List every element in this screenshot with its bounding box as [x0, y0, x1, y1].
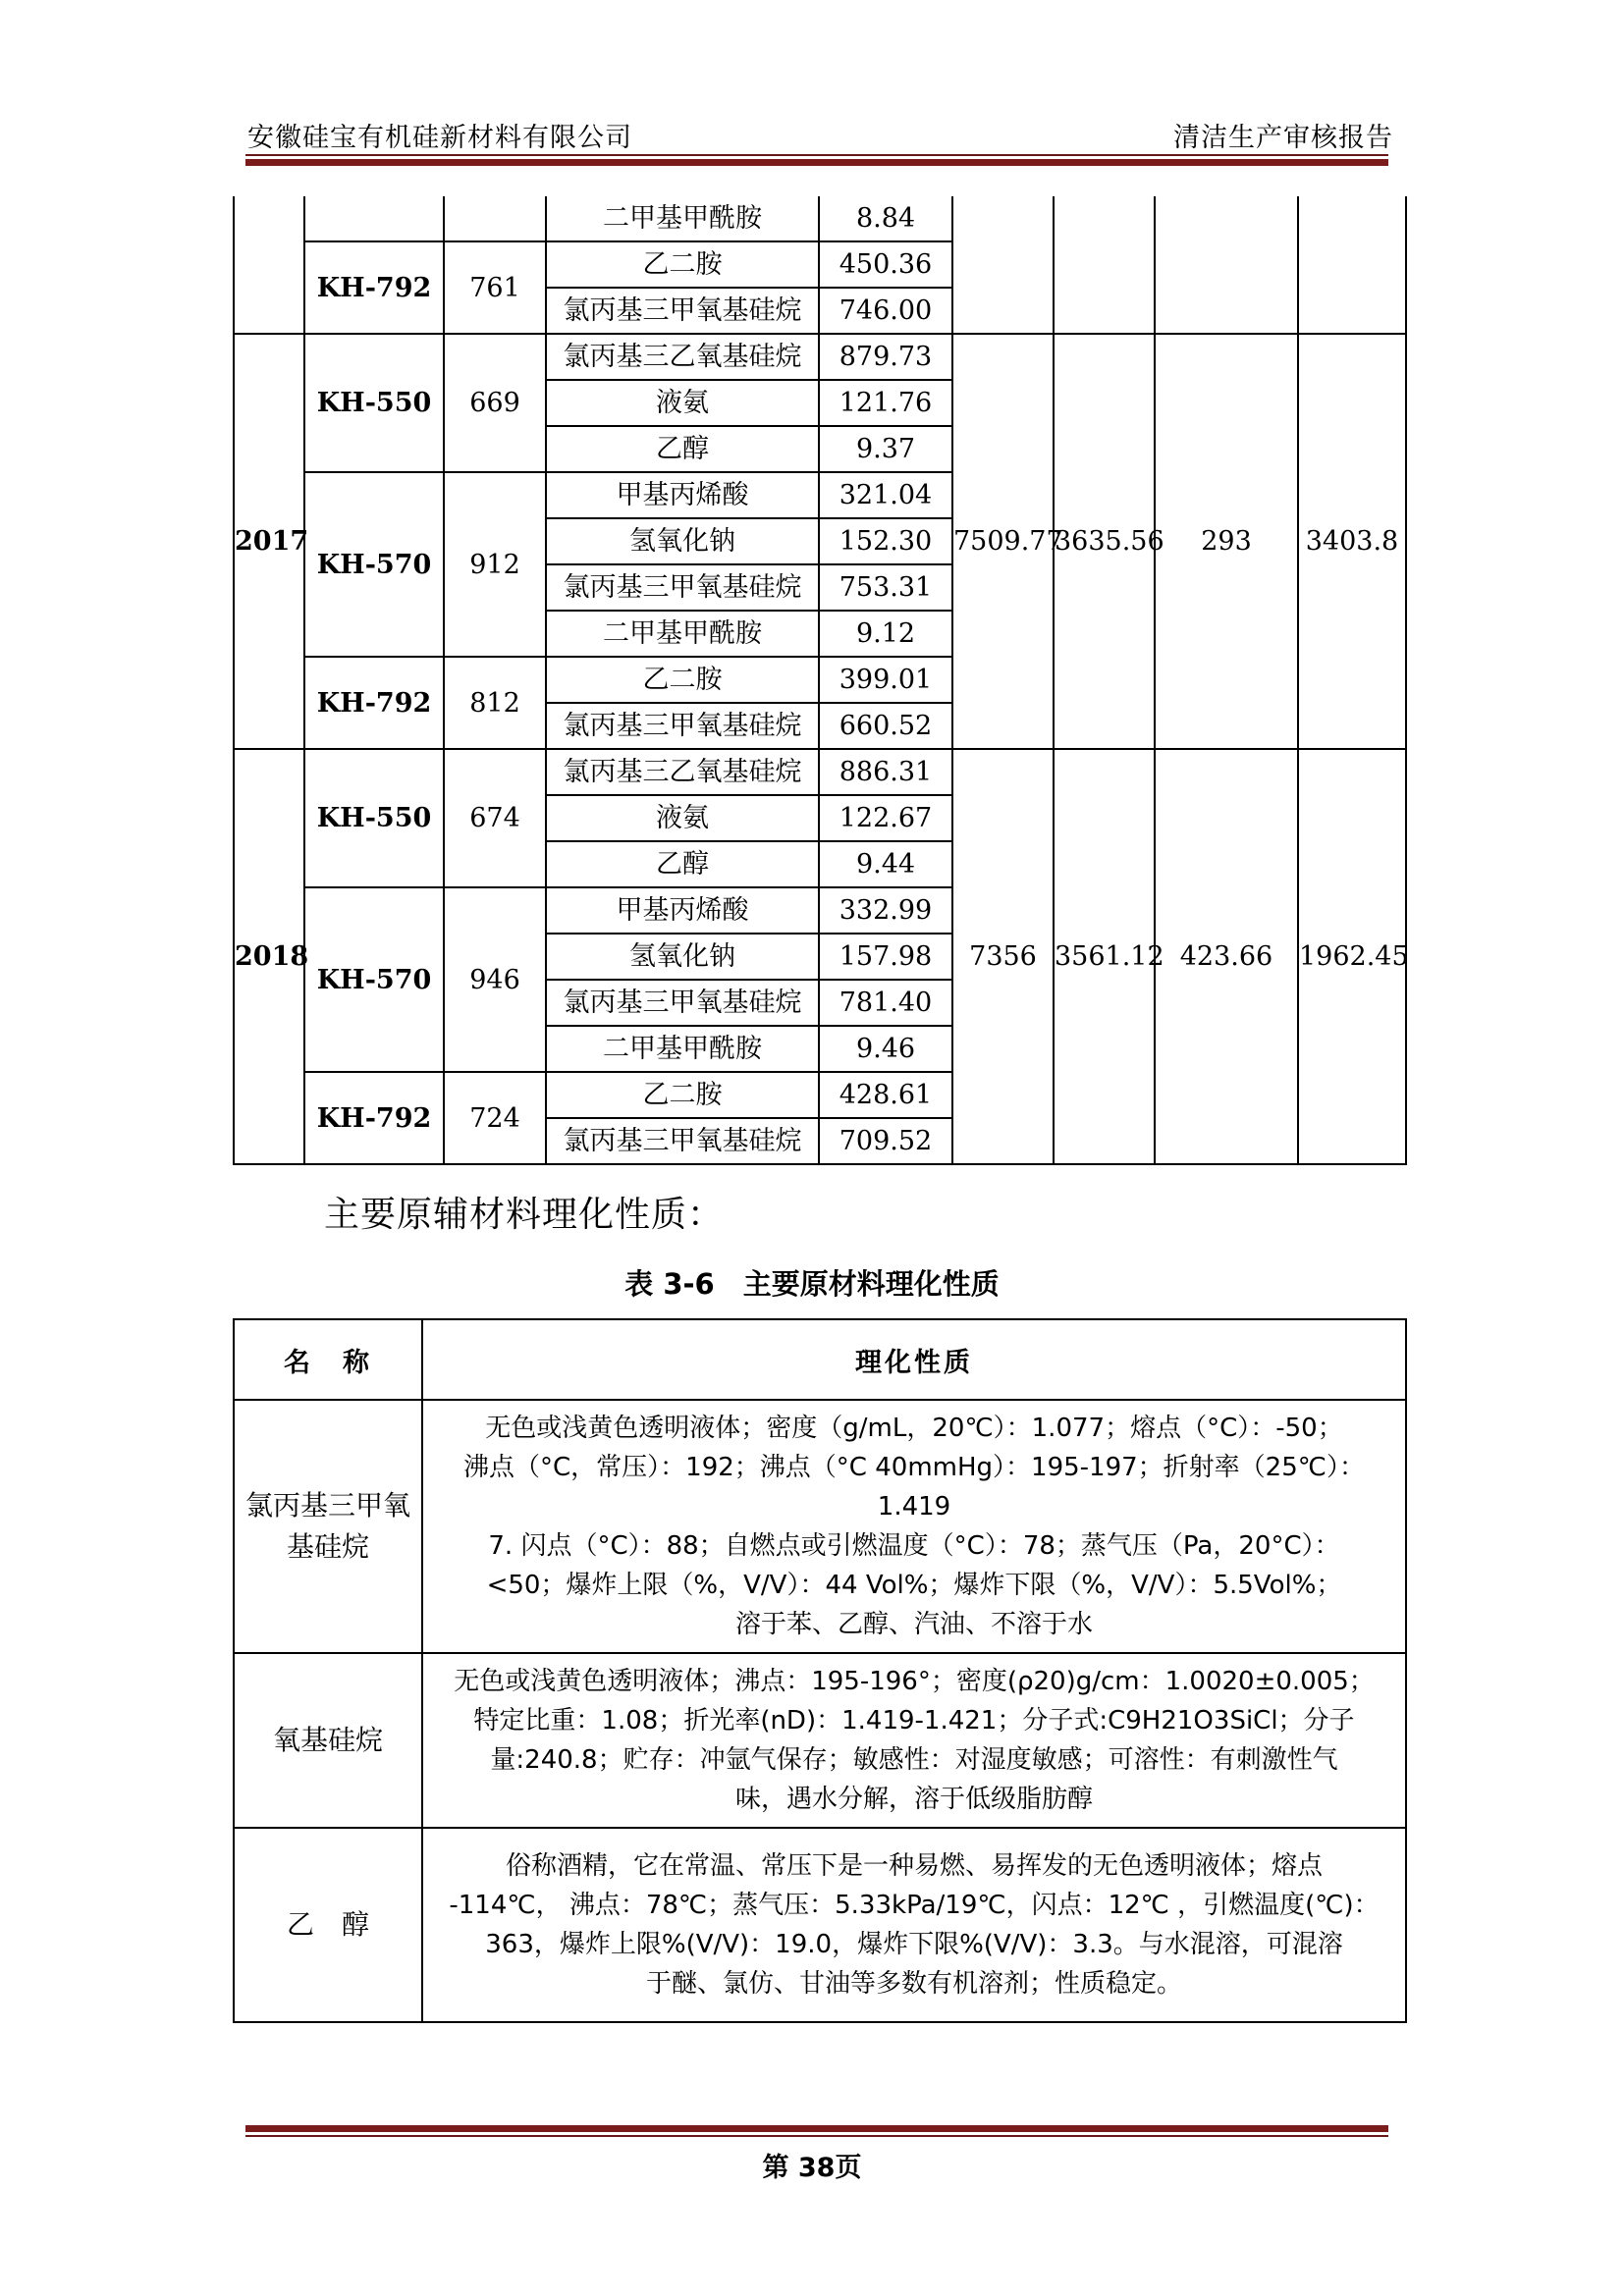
amount-cell: 9.44	[819, 841, 952, 887]
product-cell: KH-550	[304, 749, 444, 887]
material-cell: 氢氧化钠	[546, 518, 819, 564]
header-rule-thin	[245, 154, 1388, 156]
material-cell: 氯丙基三甲氧基硅烷	[546, 1118, 819, 1164]
output-cell: 669	[444, 334, 546, 472]
material-properties: 无色或浅黄色透明液体；密度（g/mL，20℃）：1.077；熔点（°C）：-50； 沸点（°C，常压）：192；沸点（°C 40mmHg）：195-197；折射率（25℃）： 1.419 7. 闪点（°C）：88；自燃点或引燃温度（°C）：78；蒸气压（Pa，20°C）： <50；爆炸上限（%，V/V）：44 Vol%；爆炸下限（%，V/V）：5.5Vol%； 溶于苯、乙醇、汽油、不溶于水	[422, 1400, 1406, 1653]
material-name: 乙 醇	[234, 1828, 422, 2022]
amount-cell: 399.01	[819, 657, 952, 703]
material-cell: 甲基丙烯酸	[546, 887, 819, 934]
year-cell: 2018	[234, 749, 304, 1164]
value-cell: 293	[1155, 334, 1298, 749]
material-cell: 二甲基甲酰胺	[546, 611, 819, 657]
amount-cell: 428.61	[819, 1072, 952, 1118]
amount-cell: 321.04	[819, 472, 952, 518]
value-cell	[1298, 196, 1406, 334]
material-cell: 二甲基甲酰胺	[546, 196, 819, 241]
amount-cell: 9.12	[819, 611, 952, 657]
product-cell	[304, 196, 444, 241]
amount-cell: 9.46	[819, 1026, 952, 1072]
material-properties: 俗称酒精，它在常温、常压下是一种易燃、易挥发的无色透明液体；熔点 -114℃， 沸点：78℃；蒸气压：5.33kPa/19℃，闪点：12℃ ，引燃温度(℃)： 363，爆炸上限%(V/V)：19.0，爆炸下限%(V/V)：3.3。与水混溶，可混溶 于醚、氯仿、甘油等多数有机溶剂；性质稳定。	[422, 1828, 1406, 2022]
amount-cell: 753.31	[819, 564, 952, 611]
amount-cell: 886.31	[819, 749, 952, 795]
output-cell: 674	[444, 749, 546, 887]
materials-consumption-table	[233, 196, 1407, 1165]
amount-cell: 660.52	[819, 703, 952, 749]
header-report-title: 清洁生产审核报告	[1173, 123, 1393, 153]
output-cell: 946	[444, 887, 546, 1072]
material-cell: 乙醇	[546, 841, 819, 887]
material-cell: 液氨	[546, 795, 819, 841]
table-row	[234, 334, 1406, 380]
value-cell: 3561.12	[1054, 749, 1155, 1164]
table-caption: 表 3-6 主要原材料理化性质	[624, 1267, 1000, 1301]
material-cell: 氢氧化钠	[546, 934, 819, 980]
product-cell: KH-792	[304, 657, 444, 749]
page-number: 第 38页	[762, 2153, 862, 2183]
material-cell: 氯丙基三甲氧基硅烷	[546, 980, 819, 1026]
year-cell: 2017	[234, 334, 304, 749]
header-name: 名 称	[234, 1319, 422, 1400]
header-properties: 理化性质	[422, 1319, 1406, 1400]
product-cell: KH-792	[304, 1072, 444, 1164]
amount-cell: 9.37	[819, 426, 952, 472]
product-cell: KH-570	[304, 887, 444, 1072]
value-cell	[1155, 196, 1298, 334]
table-row	[234, 749, 1406, 795]
year-cell	[234, 196, 304, 334]
amount-cell: 121.76	[819, 380, 952, 426]
material-cell: 液氨	[546, 380, 819, 426]
total-cell	[952, 196, 1054, 334]
table-row	[234, 1400, 1406, 1653]
header-company: 安徽硅宝有机硅新材料有限公司	[247, 123, 632, 153]
material-name: 氯丙基三甲氧 基硅烷	[234, 1400, 422, 1653]
material-cell: 乙醇	[546, 426, 819, 472]
amount-cell: 152.30	[819, 518, 952, 564]
total-cell: 7509.77	[952, 334, 1054, 749]
material-name: 氧基硅烷	[234, 1653, 422, 1828]
product-cell: KH-550	[304, 334, 444, 472]
output-cell: 761	[444, 241, 546, 334]
table-header-row	[234, 1319, 1406, 1400]
header-rule-thick	[245, 159, 1388, 166]
amount-cell: 450.36	[819, 241, 952, 288]
amount-cell: 879.73	[819, 334, 952, 380]
output-cell: 724	[444, 1072, 546, 1164]
output-cell: 812	[444, 657, 546, 749]
amount-cell: 122.67	[819, 795, 952, 841]
amount-cell: 746.00	[819, 288, 952, 334]
table-row	[234, 1653, 1406, 1828]
material-cell: 氯丙基三乙氧基硅烷	[546, 334, 819, 380]
value-cell: 3635.56	[1054, 334, 1155, 749]
value-cell: 423.66	[1155, 749, 1298, 1164]
footer-rule-thick	[245, 2125, 1388, 2132]
output-cell	[444, 196, 546, 241]
amount-cell: 8.84	[819, 196, 952, 241]
material-cell: 乙二胺	[546, 657, 819, 703]
table-row	[234, 1828, 1406, 2022]
material-properties: 无色或浅黄色透明液体；沸点：195-196°；密度(ρ20)g/cm：1.0020±0.005； 特定比重：1.08；折光率(nD)：1.419-1.421；分子式:C9H21O3SiCl；分子 量:240.8；贮存：冲氩气保存；敏感性：对湿度敏感；可溶性：有刺激性气 味，遇水分解，溶于低级脂肪醇	[422, 1653, 1406, 1828]
value-cell: 1962.45	[1298, 749, 1406, 1164]
material-cell: 乙二胺	[546, 1072, 819, 1118]
material-cell: 甲基丙烯酸	[546, 472, 819, 518]
value-cell	[1054, 196, 1155, 334]
section-intro: 主要原辅材料理化性质：	[324, 1195, 725, 1235]
total-cell: 7356	[952, 749, 1054, 1164]
material-cell: 氯丙基三甲氧基硅烷	[546, 288, 819, 334]
material-cell: 氯丙基三甲氧基硅烷	[546, 703, 819, 749]
amount-cell: 709.52	[819, 1118, 952, 1164]
amount-cell: 332.99	[819, 887, 952, 934]
amount-cell: 781.40	[819, 980, 952, 1026]
material-cell: 乙二胺	[546, 241, 819, 288]
product-cell: KH-792	[304, 241, 444, 334]
output-cell: 912	[444, 472, 546, 657]
footer-rule-thin	[245, 2135, 1388, 2137]
table-row	[234, 196, 1406, 241]
material-cell: 二甲基甲酰胺	[546, 1026, 819, 1072]
product-cell: KH-570	[304, 472, 444, 657]
properties-table	[233, 1318, 1407, 2023]
amount-cell: 157.98	[819, 934, 952, 980]
material-cell: 氯丙基三甲氧基硅烷	[546, 564, 819, 611]
material-cell: 氯丙基三乙氧基硅烷	[546, 749, 819, 795]
value-cell: 3403.8	[1298, 334, 1406, 749]
